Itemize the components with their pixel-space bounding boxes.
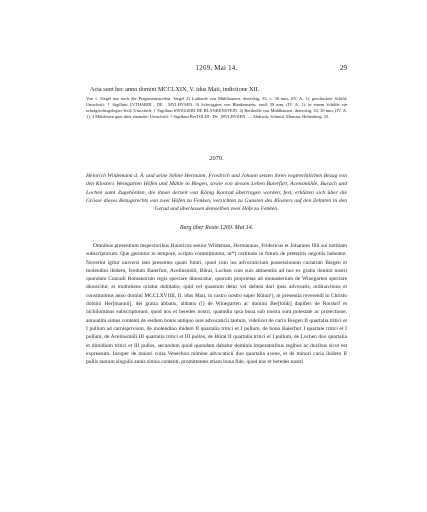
seal-footnote: Von 1. Siegel nur noch die Pergamentstreifen. Siegel 2) Lutharde von Mühlhausen, dreieckig, 35, c. 30 mm, (IV. A. 1): geschachter Schild; Umschrift: † Sigillum LVTHARDI . DE . MVLHVSEN. 3) Schwiggers von Blankenstein, rund, 39 mm, (IV. A. 1): in einem Schilde ein schrägrechtsgelegter Keil; Umschrift: † Sigillum SWIGGERI DE BLANKENSTEIN. 4) Bertholds von Mühlhausen, dreieckig, 33, 30 mm, (IV. A. 1): 3 Mühleisen quer über einander; Umschrift: † Sigillum BerTOLDI . De . MVLHVSEN. — Abdruck: Schmid, Monum. Hohenberg. 33. (86, 96, 347, 119)
charter-paragraph: Omnibus presentium inspectoribus Hainricus senior Wildeman, Hermannus, Fridericus et Johannes filii sui notitiam subscriptorum. Que geruntur in tempore, scripto committuntur, ut*) certitudo in futuro de preteritis negotiis habeatur. Noverint igitur universi tam presentes quam futuri, quod cum ius advocaticium possessionum curiarum Biegen et molendini ibidem, feodum Baierfurt, Acelinsmüli, Bûrai, Lochen cum suis attinentiis ad nos ex gratia domini nostri quondam Cunradi Romanorum regis spectare dinoscatur, quorum proprietas ad monasterium de Winegarten spectare dinoscitur, et multotiens oriatur dubitatio, quid vel quantum detur vel debeat dari ipsis advocatis, ordinavimus et constituimus anno domini MCCLXVIIII, II. idus Maii, in castro nostro super Rûtun¹), in presentia reverendi in Christo domini Her[mannii], dei gratia abbatis, abbatis (!) de Winegarten ac domini Ber[toldi] dapiferi de Rordorf et nichilominus subscriptorum, quod nos et heredes nostri, quamdiu ipsa bona sub nostra sunt potestate ac protectione, annuatim simus contenti de eisdem bonis antiquo iure advocaticii tantum, videlicet de curia Biegen II quartalia tritici et I pullum ad carnisprivium, de molendino ibidem II quartalia tritici et I pullum, de bono Baierfurt I quartale tritici et I pullum, de Acelinsmüli III quartalia tritici et III pullos, de Bûrai II quartalia tritici et I pullum, de Lochen duo quartalia et dimidium tritici et III pullos, secundum quod quondam dabatur dominis imperatoribus regibus ac ducibus sicut est expressum. Insuper de maiori curia Venechon nomine advocaticii duo quartalia avene, et de minori curia ibidem II pullis tantum singulis annis simus contenti, promittentes etiam bona fide, quod nos et heredes nostri (86, 243, 347, 366)
regest-summary: Heinrich Wildemann d. Ä. und seine Söhne Hermann, Friedrich und Johann setzen ihren vogtrechtlichen Bezug von den Klosters Weingarten Höfen und Mühle in Biegen, sowie von dessen Lehen Baierfurt, Acensmühle, Burach und Lochen samt Zugehörden, die ihnen derzeit von König Konrad übertragen worden, fest, erklären sich über die Grösse dieses Bezugsrechts von zwei Höfen zu Fenken, verzichten zu Gunsten des Klosters auf den Zehnten in den Gerud und überlassen demselben zwei Höfe zu Fenken. (86, 173, 347, 212)
running-header (86, 63, 347, 73)
header-date: 1269. Mai 14. (195, 64, 238, 72)
document-number: 2070. (209, 155, 224, 162)
date-line: Burg über Reute 1269. Mai 14. (179, 225, 254, 231)
acta-line: Acta sunt hec anno domini MCCLXIX, V. idus Maii, indictione XII. (90, 86, 260, 93)
page-number: 29 (340, 64, 347, 72)
charter-text (86, 242, 347, 366)
